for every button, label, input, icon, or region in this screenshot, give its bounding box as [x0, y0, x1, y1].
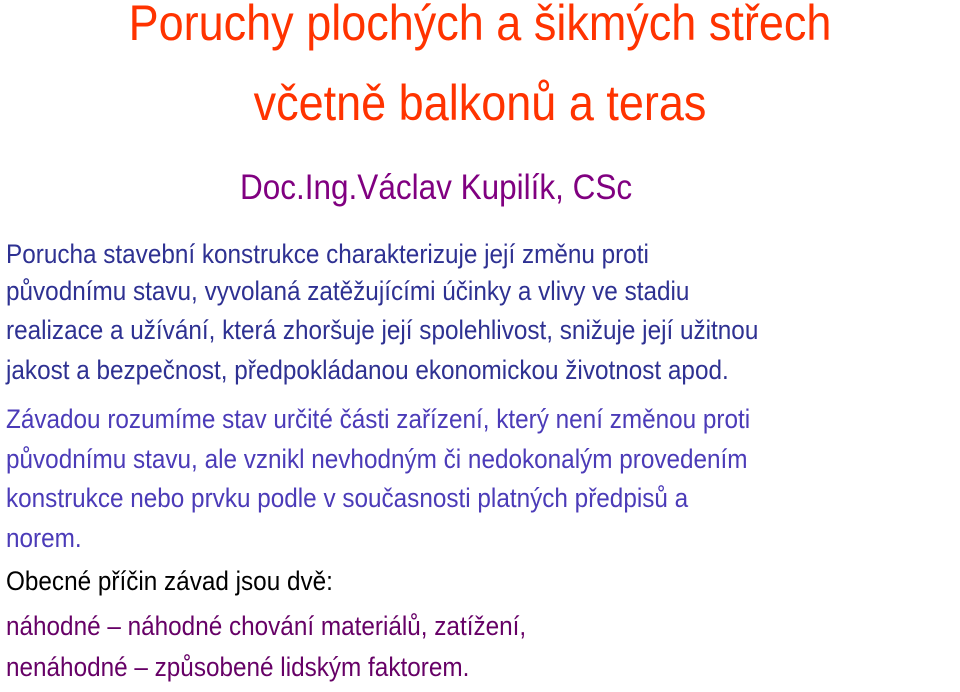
- paragraph1-line-4: jakost a bezpečnost, předpokládanou ekonomickou životnost apod.: [6, 355, 729, 385]
- paragraph2-line-1: Závadou rozumíme stav určité části zařízení, který není změnou proti: [6, 404, 751, 434]
- paragraph2-line-3: konstrukce nebo prvku podle v současnosti platných předpisů a: [6, 483, 689, 513]
- cause-random: náhodné – náhodné chování materiálů, zatížení,: [6, 611, 527, 641]
- causes-heading: Obecné příčin závad jsou dvě:: [6, 566, 333, 596]
- author: Doc.Ing.Václav Kupilík, CSc: [240, 168, 633, 207]
- paragraph1-line-2: původnímu stavu, vyvolaná zatěžujícími účinky a vlivy ve stadiu: [6, 276, 690, 306]
- cause-nonrandom: nenáhodné – způsobené lidským faktorem.: [6, 652, 470, 682]
- title-line-1: Poruchy plochých a šikmých střech: [128, 0, 832, 51]
- paragraph1-line-3: realizace a užívání, která zhoršuje její spolehlivost, snižuje její užitnou: [6, 315, 759, 345]
- paragraph2-line-4: norem.: [6, 523, 82, 553]
- title-line-2: včetně balkonů a teras: [253, 75, 707, 131]
- paragraph1-line-1: Porucha stavební konstrukce charakterizuje její změnu proti: [6, 239, 649, 269]
- paragraph2-line-2: původnímu stavu, ale vznikl nevhodným či nedokonalým provedením: [6, 444, 748, 474]
